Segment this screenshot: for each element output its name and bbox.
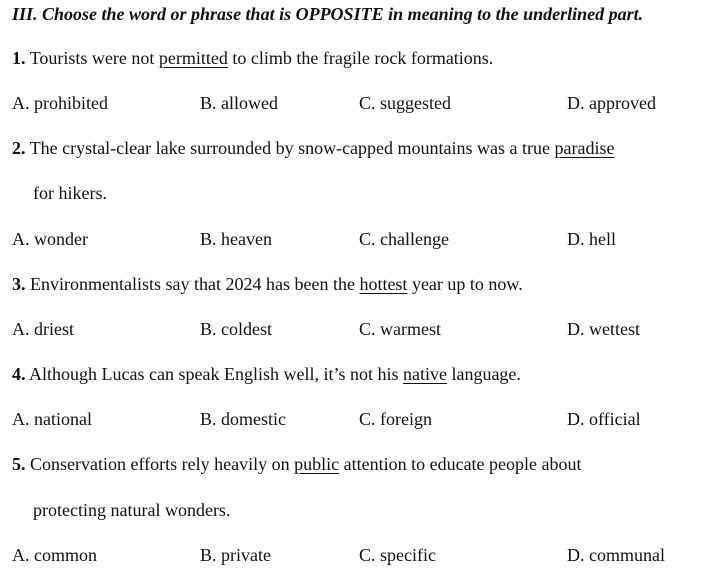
option-b[interactable]: B. coldest — [200, 319, 272, 339]
option-d[interactable]: D. hell — [567, 229, 616, 249]
option-b[interactable]: B. private — [200, 545, 271, 565]
question-text-before: Although Lucas can speak English well, it’s not his — [29, 364, 399, 384]
question-text-before: Environmentalists say that 2024 has been the — [30, 274, 355, 294]
question-number: 3. — [12, 274, 26, 294]
underlined-word: hottest — [359, 274, 408, 294]
option-c[interactable]: C. suggested — [359, 93, 451, 113]
question-number: 2. — [12, 138, 26, 158]
question-text-after: to climb the fragile rock formations. — [232, 48, 494, 68]
question-3 — [12, 273, 716, 295]
question-text-after: language. — [451, 364, 521, 384]
question-1 — [12, 47, 716, 69]
option-a[interactable]: A. driest — [12, 319, 74, 339]
question-2 — [12, 137, 716, 159]
question-5-continuation: protecting natural wonders. — [33, 500, 231, 520]
underlined-word: native — [402, 364, 447, 384]
option-c[interactable]: C. challenge — [359, 229, 449, 249]
underlined-word: permitted — [158, 48, 228, 68]
question-2-continuation: for hikers. — [33, 183, 107, 203]
option-d[interactable]: D. official — [567, 409, 641, 429]
option-a[interactable]: A. prohibited — [12, 93, 108, 113]
option-a[interactable]: A. common — [12, 545, 97, 565]
question-5 — [12, 453, 716, 475]
option-a[interactable]: A. national — [12, 409, 92, 429]
option-b[interactable]: B. domestic — [200, 409, 286, 429]
option-c[interactable]: C. warmest — [359, 319, 441, 339]
option-d[interactable]: D. approved — [567, 93, 656, 113]
option-c[interactable]: C. foreign — [359, 409, 432, 429]
option-c[interactable]: C. specific — [359, 545, 436, 565]
question-text-after: year up to now. — [411, 274, 523, 294]
question-text-before: The crystal-clear lake surrounded by snow-capped mountains was a true — [29, 138, 550, 158]
underlined-word: paradise — [554, 138, 615, 158]
option-d[interactable]: D. wettest — [567, 319, 640, 339]
underlined-word: public — [294, 454, 340, 474]
question-number: 4. — [12, 364, 26, 384]
question-number: 5. — [12, 454, 26, 474]
option-b[interactable]: B. allowed — [200, 93, 278, 113]
question-text-after: attention to educate people about — [343, 454, 582, 474]
option-d[interactable]: D. communal — [567, 545, 665, 565]
option-b[interactable]: B. heaven — [200, 229, 272, 249]
option-a[interactable]: A. wonder — [12, 229, 88, 249]
question-text-before: Tourists were not — [29, 48, 155, 68]
question-text-before: Conservation efforts rely heavily on — [30, 454, 290, 474]
question-4 — [12, 363, 716, 385]
section-heading: III. Choose the word or phrase that is OPPOSITE in meaning to the underlined part. — [12, 4, 644, 24]
question-number: 1. — [12, 48, 26, 68]
